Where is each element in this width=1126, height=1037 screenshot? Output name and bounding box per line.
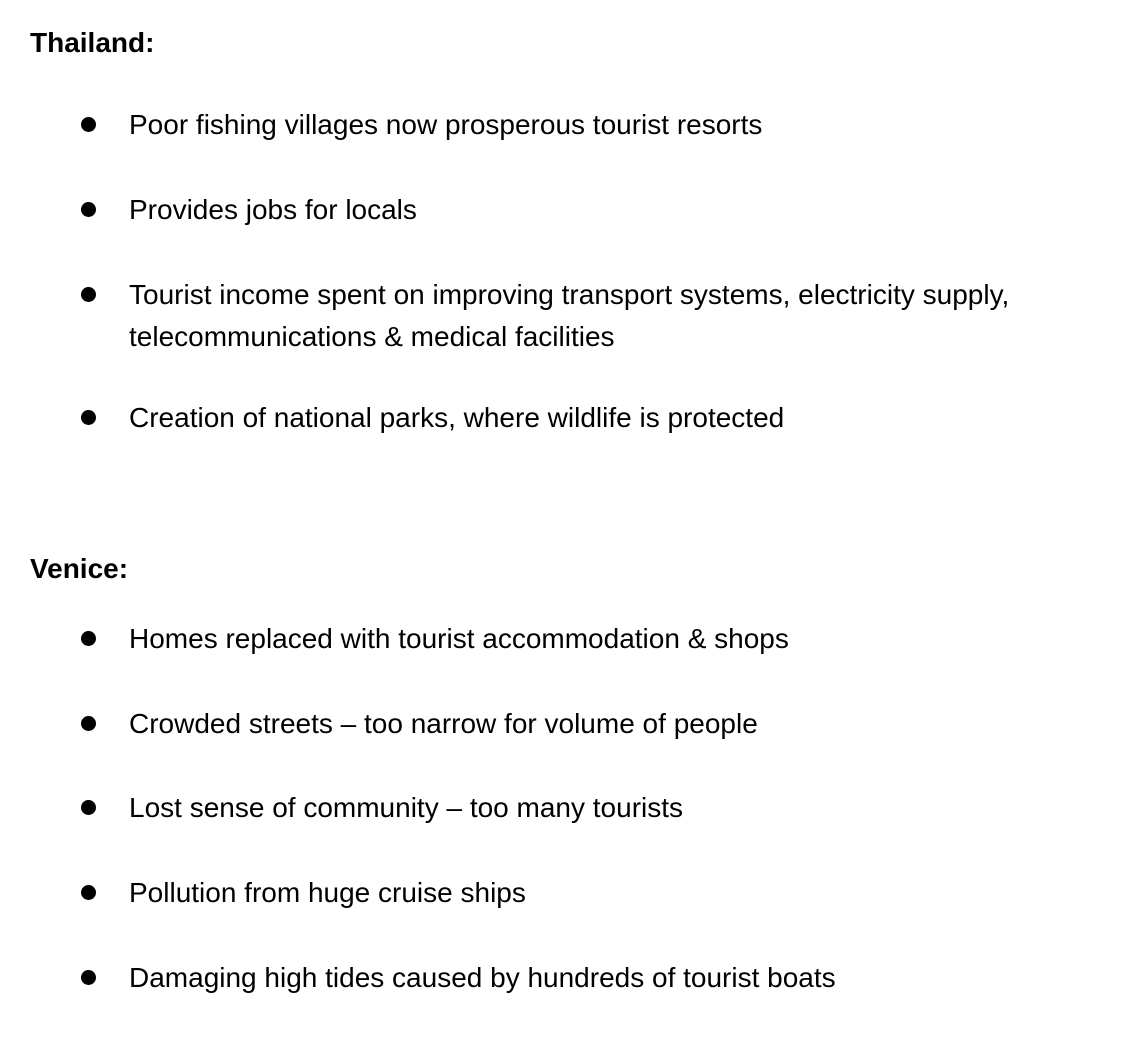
list-item-text: Provides jobs for locals <box>129 194 417 225</box>
list-item-text: Crowded streets – too narrow for volume of people <box>129 708 758 739</box>
list-item-text: Homes replaced with tourist accommodation & shops <box>129 623 789 654</box>
bullet-icon <box>81 202 96 217</box>
bullet-icon <box>81 287 96 302</box>
list-item-text: Creation of national parks, where wildlife is protected <box>129 402 785 433</box>
list-item-text: Tourist income spent on improving transport systems, electricity supply, telecommunications & medical facilities <box>129 279 1010 352</box>
list-item-text: Pollution from huge cruise ships <box>129 877 526 908</box>
bullet-icon <box>81 716 96 731</box>
bullet-icon <box>81 410 96 425</box>
list-item-text: Damaging high tides caused by hundreds of tourist boats <box>129 962 836 993</box>
bullet-icon <box>81 800 96 815</box>
bullet-icon <box>81 117 96 132</box>
section-heading-thailand: Thailand: <box>30 27 155 58</box>
list-item-text: Lost sense of community – too many tourists <box>129 792 684 823</box>
section-heading-venice: Venice: <box>30 553 129 584</box>
list-item-text: Poor fishing villages now prosperous tourist resorts <box>129 109 763 140</box>
bullet-icon <box>81 631 96 646</box>
bullet-icon <box>81 970 96 985</box>
bullet-icon <box>81 885 96 900</box>
